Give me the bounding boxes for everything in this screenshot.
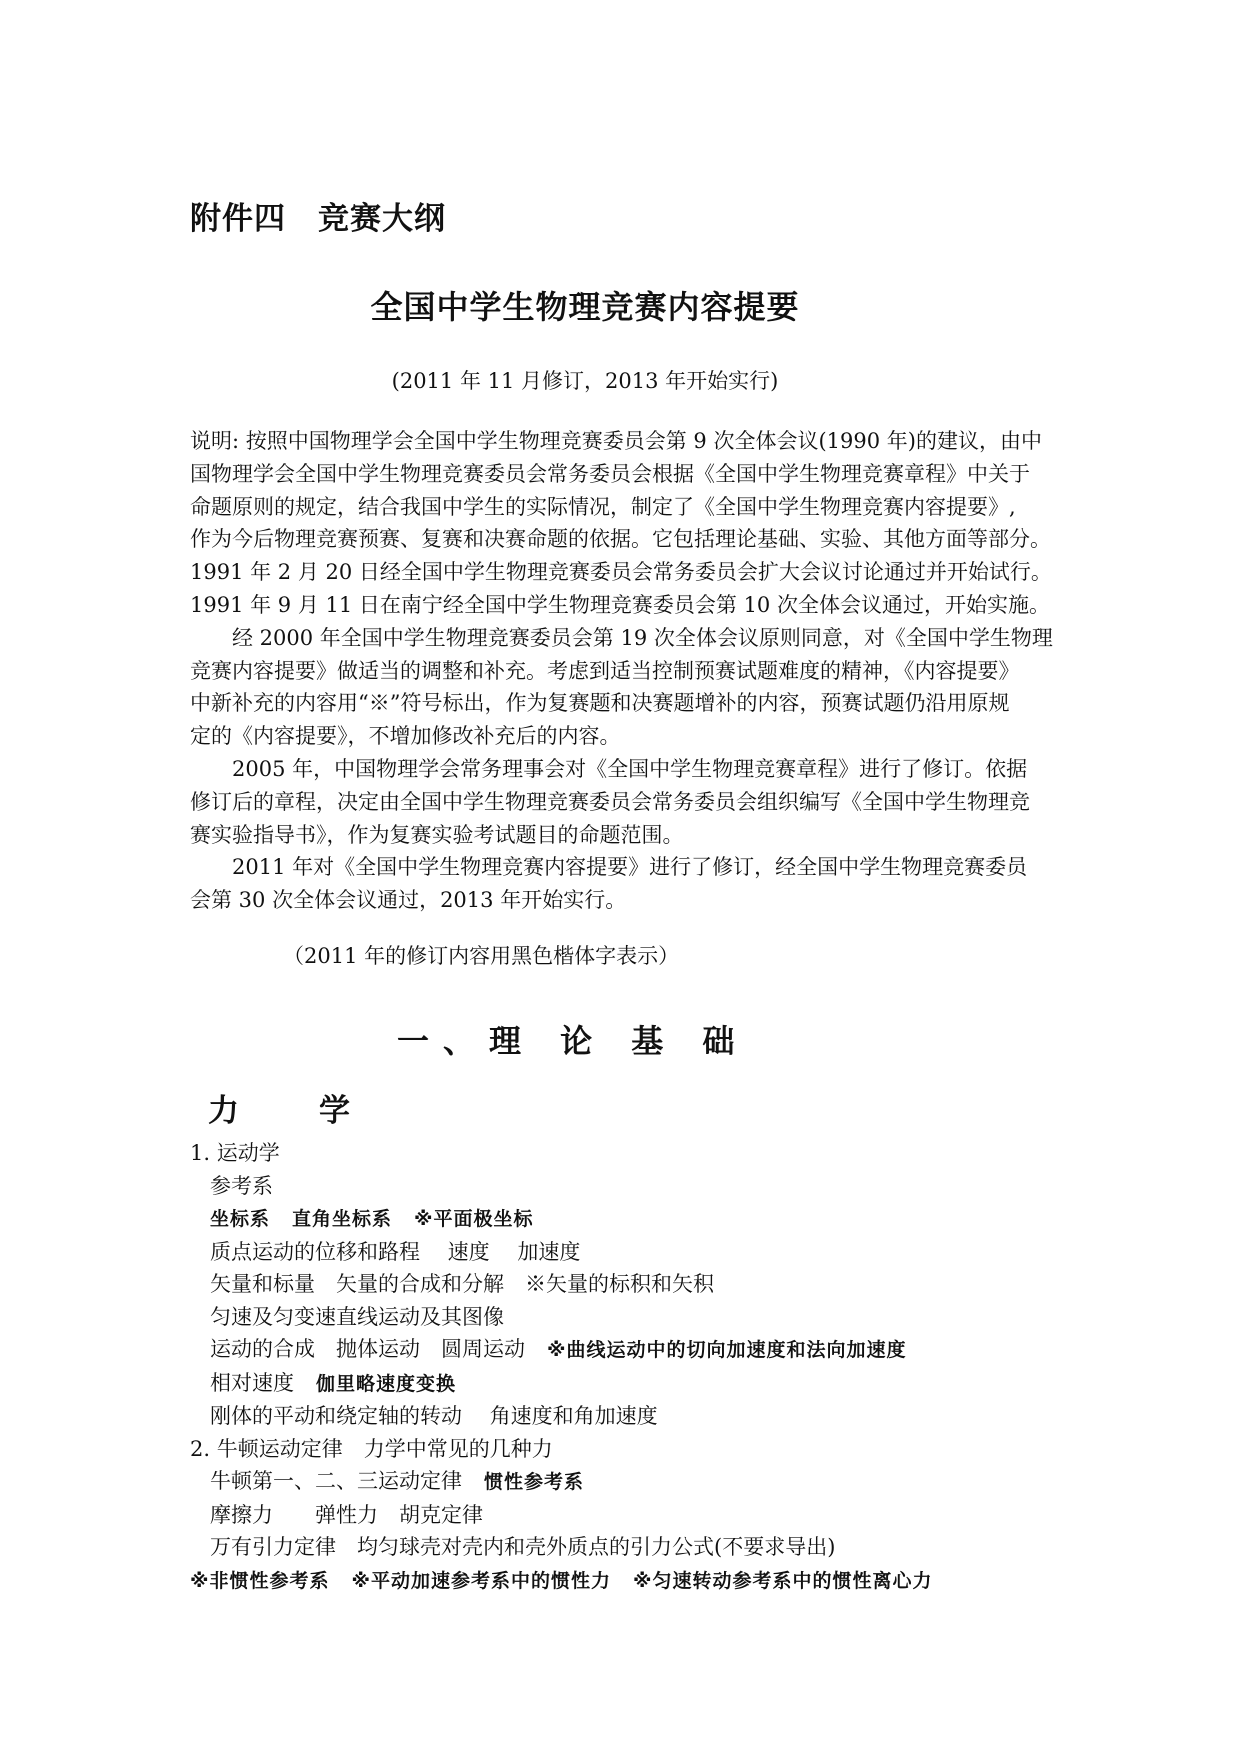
outline-text: 运动的合成 抛体运动 圆周运动 <box>210 1337 525 1361</box>
intro-line: 赛实验指导书》，作为复赛实验考试题目的命题范围。 <box>190 822 684 847</box>
outline-text: 相对速度 <box>210 1370 294 1395</box>
intro-line: 竞赛内容提要》做适当的调整和补充。考虑到适当控制预赛试题难度的精神，《内容提要》 <box>190 658 1020 683</box>
revised-term: 直角坐标系 <box>292 1208 393 1230</box>
outline-line: 矢量和标量 矢量的合成和分解 ※矢量的标积和矢积 <box>210 1272 714 1296</box>
page-title: 全国中学生物理竞赛内容提要 <box>370 288 800 326</box>
revised-term: ※平面极坐标 <box>414 1208 534 1230</box>
intro-line: 中新补充的内容用“※”符号标出，作为复赛题和决赛题增补的内容，预赛试题仍沿用原规 <box>190 691 1010 716</box>
intro-line: 2005 年，中国物理学会常务理事会对《全国中学生物理竞赛章程》进行了修订。依据 <box>232 756 1028 781</box>
subsection-heading <box>208 1085 350 1130</box>
revised-term: 伽里略速度变换 <box>316 1372 457 1395</box>
annex-heading: 附件四 竞赛大纲 <box>190 201 446 237</box>
revised-term: 坐标系 <box>210 1208 271 1230</box>
intro-text <box>190 425 1070 917</box>
section-heading: 一、理 论 基 础 <box>397 1022 749 1060</box>
outline-line: 刚体的平动和绕定轴的转动 角速度和角加速度 <box>210 1404 658 1428</box>
outline-line <box>190 1564 1090 1598</box>
intro-line: 命题原则的规定，结合我国中学生的实际情况，制定了《全国中学生物理竞赛内容提要》, <box>190 494 1016 519</box>
intro-line: 国物理学会全国中学生物理竞赛委员会常务委员会根据《全国中学生物理竞赛章程》中关于 <box>190 461 1030 486</box>
intro-line: 1991 年 9 月 11 日在南宁经全国中学生物理竞赛委员会第 10 次全体会议通过，开始实施。 <box>190 592 1050 617</box>
revision-subtitle: (2011 年 11 月修订，2013 年开始实行) <box>391 369 779 393</box>
outline-line: 参考系 <box>210 1173 273 1198</box>
revised-term: ※匀速转动参考系中的惯性离心力 <box>632 1569 933 1592</box>
outline-line: 摩擦力 弹性力 胡克定律 <box>210 1502 483 1527</box>
outline-line <box>190 1333 1090 1367</box>
subsection-heading-part: 学 <box>319 1093 350 1129</box>
intro-line: 2011 年对《全国中学生物理竞赛内容提要》进行了修订，经全国中学生物理竞赛委员 <box>232 855 1028 880</box>
intro-line: 1991 年 2 月 20 日经全国中学生物理竞赛委员会常务委员会扩大会议讨论通过并开始试行。 <box>190 560 1052 585</box>
revised-term: ※平动加速参考系中的惯性力 <box>351 1569 611 1592</box>
outline-item-title: 1. 运动学 <box>190 1141 280 1165</box>
intro-line: 定的《内容提要》，不增加修改补充后的内容。 <box>190 724 621 749</box>
intro-line: 经 2000 年全国中学生物理竞赛委员会第 19 次全体会议原则同意，对《全国中学生物理 <box>232 625 1053 650</box>
intro-line: 作为今后物理竞赛预赛、复赛和决赛命题的依据。它包括理论基础、实验、其他方面等部分。 <box>190 527 1051 552</box>
outline-line <box>190 1367 1090 1401</box>
subsection-heading-part: 力 <box>208 1093 239 1129</box>
outline-text: 牛顿第一、二、三运动定律 <box>210 1469 462 1493</box>
intro-line: 修订后的章程，决定由全国中学生物理竞赛委员会常务委员会组织编写《全国中学生物理竞 <box>190 789 1030 814</box>
revised-term: ※非惯性参考系 <box>190 1569 330 1592</box>
outline-line <box>190 1465 1090 1499</box>
revised-term: ※曲线运动中的切向加速度和法向加速度 <box>547 1339 907 1361</box>
outline-item-title: 2. 牛顿运动定律 力学中常见的几种力 <box>190 1436 553 1461</box>
intro-line: 说明: 按照中国物理学会全国中学生物理竞赛委员会第 9 次全体会议(1990 年)的建议，由中 <box>190 429 1042 453</box>
revised-term: 惯性参考系 <box>484 1471 585 1493</box>
revision-note: （2011 年的修订内容用黑色楷体字表示） <box>283 944 680 968</box>
outline-line <box>190 1202 1090 1236</box>
outline-line: 匀速及匀变速直线运动及其图像 <box>210 1304 504 1329</box>
syllabus-outline <box>190 1137 1090 1597</box>
intro-line: 会第 30 次全体会议通过，2013 年开始实行。 <box>190 888 627 913</box>
outline-line: 万有引力定律 均匀球壳对壳内和壳外质点的引力公式(不要求导出) <box>210 1535 836 1559</box>
outline-line: 质点运动的位移和路程 速度 加速度 <box>210 1239 581 1264</box>
